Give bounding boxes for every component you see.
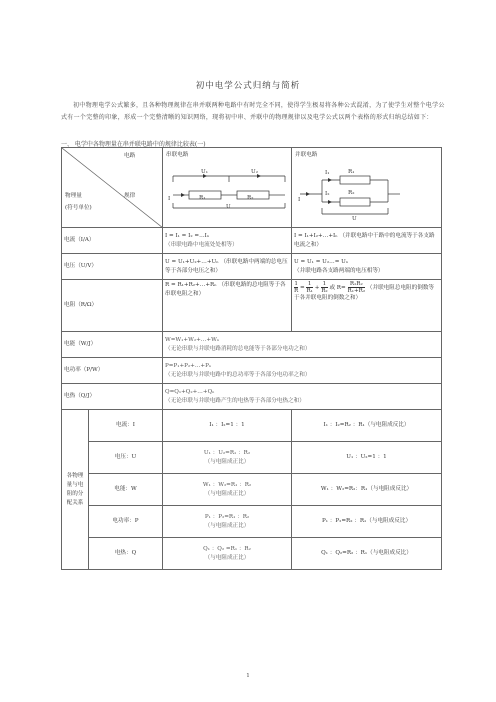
- table-row: [62, 280, 442, 332]
- distribution-row: [62, 442, 442, 474]
- fraction-product-over-sum: $\frac{\text{R₁R₂}}{\text{R₁+R₂}}$: [347, 281, 366, 294]
- row-label: 电流（I/A）: [62, 228, 163, 254]
- fraction-1-over-r: $\frac{1}{R}$: [294, 281, 299, 294]
- series-formula-cell: [163, 280, 292, 332]
- table-row: [62, 332, 442, 358]
- series-r2-label: R₂: [247, 195, 254, 201]
- parallel-i1-label: I₁: [325, 170, 330, 176]
- combined-formula: W=W₁+W₂+…+Wₙ: [165, 336, 220, 343]
- combined-formula-cell: [163, 358, 442, 384]
- row-label: 电压（U/V）: [62, 254, 163, 280]
- distribution-label: 电压：U: [89, 442, 163, 474]
- parallel-formula-cell: [292, 254, 442, 280]
- parallel-formula-cell: $\frac{1}{R}$ = $\frac{1}{\text{R₁}}$ + $\frac{1}{\text{R₂}}$ 或 R= $\frac{\text{R₁R₂}}{\text{R₁+R₂}}$ （并联电阻总电阻的倒数等于各并联电阻的倒数之和）: [292, 280, 442, 332]
- parallel-circuit-cell: [292, 148, 442, 228]
- header-quantity-label: 物理量: [65, 193, 82, 199]
- distribution-parallel: I₁ ：I₂=R₂ ：R₁（与电阻成反比）: [292, 410, 442, 442]
- parallel-r1-label: R₁: [348, 169, 355, 175]
- parallel-i2-label: I₂: [325, 191, 330, 197]
- section-heading: 一、 电学中各物理量在串并联电路中的规律比较表(一): [61, 141, 206, 148]
- series-i-label: I: [168, 196, 171, 202]
- series-circuit-cell: [163, 148, 292, 228]
- combined-formula: P=P₁+P₂+…+Pₙ: [165, 362, 212, 369]
- parallel-formula-prefix: 或 R=: [329, 285, 346, 291]
- series-note: （串联电路的总电阻等于各串联电阻之和）: [165, 282, 286, 297]
- distribution-series: U₁ ：U₂=R₁ ：R₂ （与电阻成正比）: [163, 442, 292, 474]
- parallel-i-label: I: [298, 197, 301, 203]
- distribution-row: [62, 410, 442, 442]
- page-number: 1: [246, 673, 250, 679]
- series-u2-label: U₂: [251, 169, 258, 175]
- table-row: [62, 358, 442, 384]
- distribution-label: 电热：Q: [89, 538, 163, 570]
- table-row: [62, 254, 442, 280]
- distribution-header: 各物理量与电阻的分配关系: [62, 410, 89, 570]
- header-circuit-label: 电路: [124, 153, 136, 159]
- series-formula: R = R₁+R₂+…+Rₙ: [165, 282, 217, 288]
- series-formula-cell: [163, 254, 292, 280]
- series-formula: U = U₁+U₂+…+Uₙ: [165, 258, 219, 265]
- combined-formula: Q=Q₁+Q₂+…+Qₙ: [165, 388, 215, 395]
- header-unit-label: (符号单位): [65, 205, 92, 211]
- parallel-formula: U = U₁ = U₂…= Uₙ: [294, 258, 349, 265]
- parallel-note: （并联电路各支路两端的电压相等）: [294, 267, 384, 274]
- distribution-label: 电流：I: [89, 410, 163, 442]
- distribution-series: P₁ ：P₂=R₁ ：R₂ （与电阻成正比）: [163, 506, 292, 538]
- distribution-parallel: P₁ ：P₂=R₂ ：R₁（与电阻成反比）: [292, 506, 442, 538]
- series-formula-cell: [163, 228, 292, 254]
- distribution-row: [62, 474, 442, 506]
- fraction-1-over-r2: $\frac{1}{\text{R₂}}$: [321, 281, 328, 294]
- distribution-parallel: Q₁ ：Q₂=R₂ ：R₁（与电阻成反比）: [292, 538, 442, 570]
- distribution-series: Q₁ ：Q₂ =R₁ ：R₂ （与电阻成正比）: [163, 538, 292, 570]
- series-note: （串联电路中电流处处相等）: [165, 241, 238, 248]
- parallel-formula-cell: [292, 228, 442, 254]
- header-law-label: 规律: [124, 193, 136, 199]
- table-row: [62, 228, 442, 254]
- combined-formula-cell: [163, 384, 442, 410]
- series-header: 串联电路: [166, 152, 189, 158]
- row-label: 电能（W/J）: [62, 332, 163, 358]
- distribution-row: [62, 506, 442, 538]
- series-u-label: U: [226, 204, 231, 210]
- distribution-parallel: W₁ ：W₂=R₂：R₁（与电阻成反比）: [292, 474, 442, 506]
- series-circuit-diagram: [163, 148, 292, 228]
- series-note: （串联电路中两端的总电压等于各部分电压之和）: [165, 258, 288, 274]
- combined-note: （无论串联与并联电路消耗的总电能等于各部分电功之和）: [165, 345, 311, 352]
- series-r1-label: R₁: [199, 195, 206, 201]
- combined-note: （无论串联与并联电路中的总功率等于各部分电功率之和）: [165, 371, 311, 378]
- page-title: 初中电学公式归纳与简析: [195, 81, 301, 91]
- distribution-series: W₁ ：W₂=R₁ ：R₂ （与电阻成正比）: [163, 474, 292, 506]
- distribution-label: 电能：W: [89, 474, 163, 506]
- diagonal-line: [62, 148, 163, 228]
- distribution-series: I₁ ：I₂=1 ：1: [163, 410, 292, 442]
- distribution-parallel: U₁ ：U₂=1 ：1: [292, 442, 442, 474]
- parallel-r2-label: R₂: [348, 190, 355, 196]
- parallel-formula: I = I₁+I₂+…+Iₙ: [294, 232, 338, 239]
- series-u1-label: U₁: [201, 169, 208, 175]
- row-label: 电功率（P/W）: [62, 358, 163, 384]
- formula-table: [61, 147, 442, 570]
- series-formula: I = I₁ = I₂ =…Iₙ: [165, 232, 210, 239]
- fraction-1-over-r1: $\frac{1}{\text{R₁}}$: [306, 281, 313, 294]
- parallel-header: 并联电路: [295, 152, 318, 158]
- parallel-note: （并联电阻总电阻的倒数等于各并联电阻的倒数之和）: [294, 285, 435, 301]
- distribution-label: 电功率：P: [89, 506, 163, 538]
- combined-note: （无论串联与并联电路产生的电热等于各部分电热之和）: [165, 397, 305, 404]
- intro-paragraph: 初中物理电学公式繁多，且各种物理规律在串并联两种电路中有时完全不同，使得学生极易将各种公式混淆，为了使学生对整个电学公式有一个完整的印象，形成一个完整清晰的知识网络，现将初中串、并联中的物理规律以及电学公式以两个表格的形式归纳总结如下：: [61, 102, 445, 121]
- combined-formula-cell: [163, 332, 442, 358]
- row-label: 电阻（R/Ω）: [62, 280, 163, 332]
- table-row: [62, 384, 442, 410]
- header-row: [62, 148, 442, 228]
- parallel-u-label: U: [352, 216, 357, 222]
- parallel-circuit-diagram: [292, 148, 442, 228]
- distribution-row: [62, 538, 442, 570]
- diagonal-header-cell: [62, 148, 163, 228]
- row-label: 电热（Q/J）: [62, 384, 163, 410]
- parallel-note: （并联电路中干路中的电流等于各支路电流之和）: [294, 232, 435, 248]
